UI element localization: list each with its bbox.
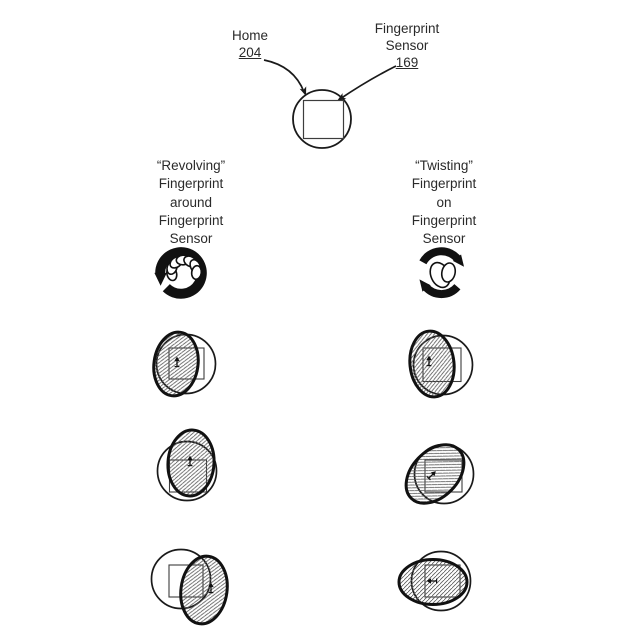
home-callout-ref: 204: [238, 45, 262, 60]
caption-line: around: [169, 194, 213, 210]
caption-line: “Revolving”: [156, 158, 226, 173]
caption-line: Fingerprint: [411, 176, 477, 192]
home-callout-label: [200, 27, 300, 61]
twisting-step-3-figure: [399, 552, 471, 611]
home-callout-arrow: [264, 60, 309, 97]
caption-line: Fingerprint: [158, 212, 224, 228]
revolving-gesture-icon: [154, 252, 202, 294]
sensor-callout-title-line1: Fingerprint: [374, 21, 440, 36]
fingerprint-sensor-square: [304, 101, 344, 139]
sensor-callout-label: [347, 20, 467, 71]
revolving-step-2-figure: [158, 428, 217, 500]
sensor-callout-title-line2: Sensor: [385, 38, 429, 53]
revolving-column-caption: [126, 157, 256, 248]
twisting-step-1-figure: [407, 329, 473, 399]
home-callout-title: Home: [231, 28, 268, 43]
twisting-gesture-icon: [415, 251, 468, 294]
revolving-step-1-figure: [150, 329, 216, 399]
revolving-step-3-figure: [152, 550, 232, 627]
twisting-step-2-figure: [395, 434, 475, 515]
caption-line: Fingerprint: [158, 176, 224, 192]
caption-line: on: [436, 194, 452, 210]
caption-line: “Twisting”: [415, 158, 473, 173]
caption-line: Sensor: [422, 231, 466, 247]
caption-line: Sensor: [169, 231, 213, 247]
home-button-illustration: [293, 90, 351, 148]
caption-line: Fingerprint: [411, 212, 477, 228]
sensor-callout-arrow: [335, 66, 396, 104]
twisting-column-caption: [379, 157, 509, 248]
home-button-circle: [293, 90, 351, 148]
sensor-callout-ref: 169: [395, 55, 419, 70]
